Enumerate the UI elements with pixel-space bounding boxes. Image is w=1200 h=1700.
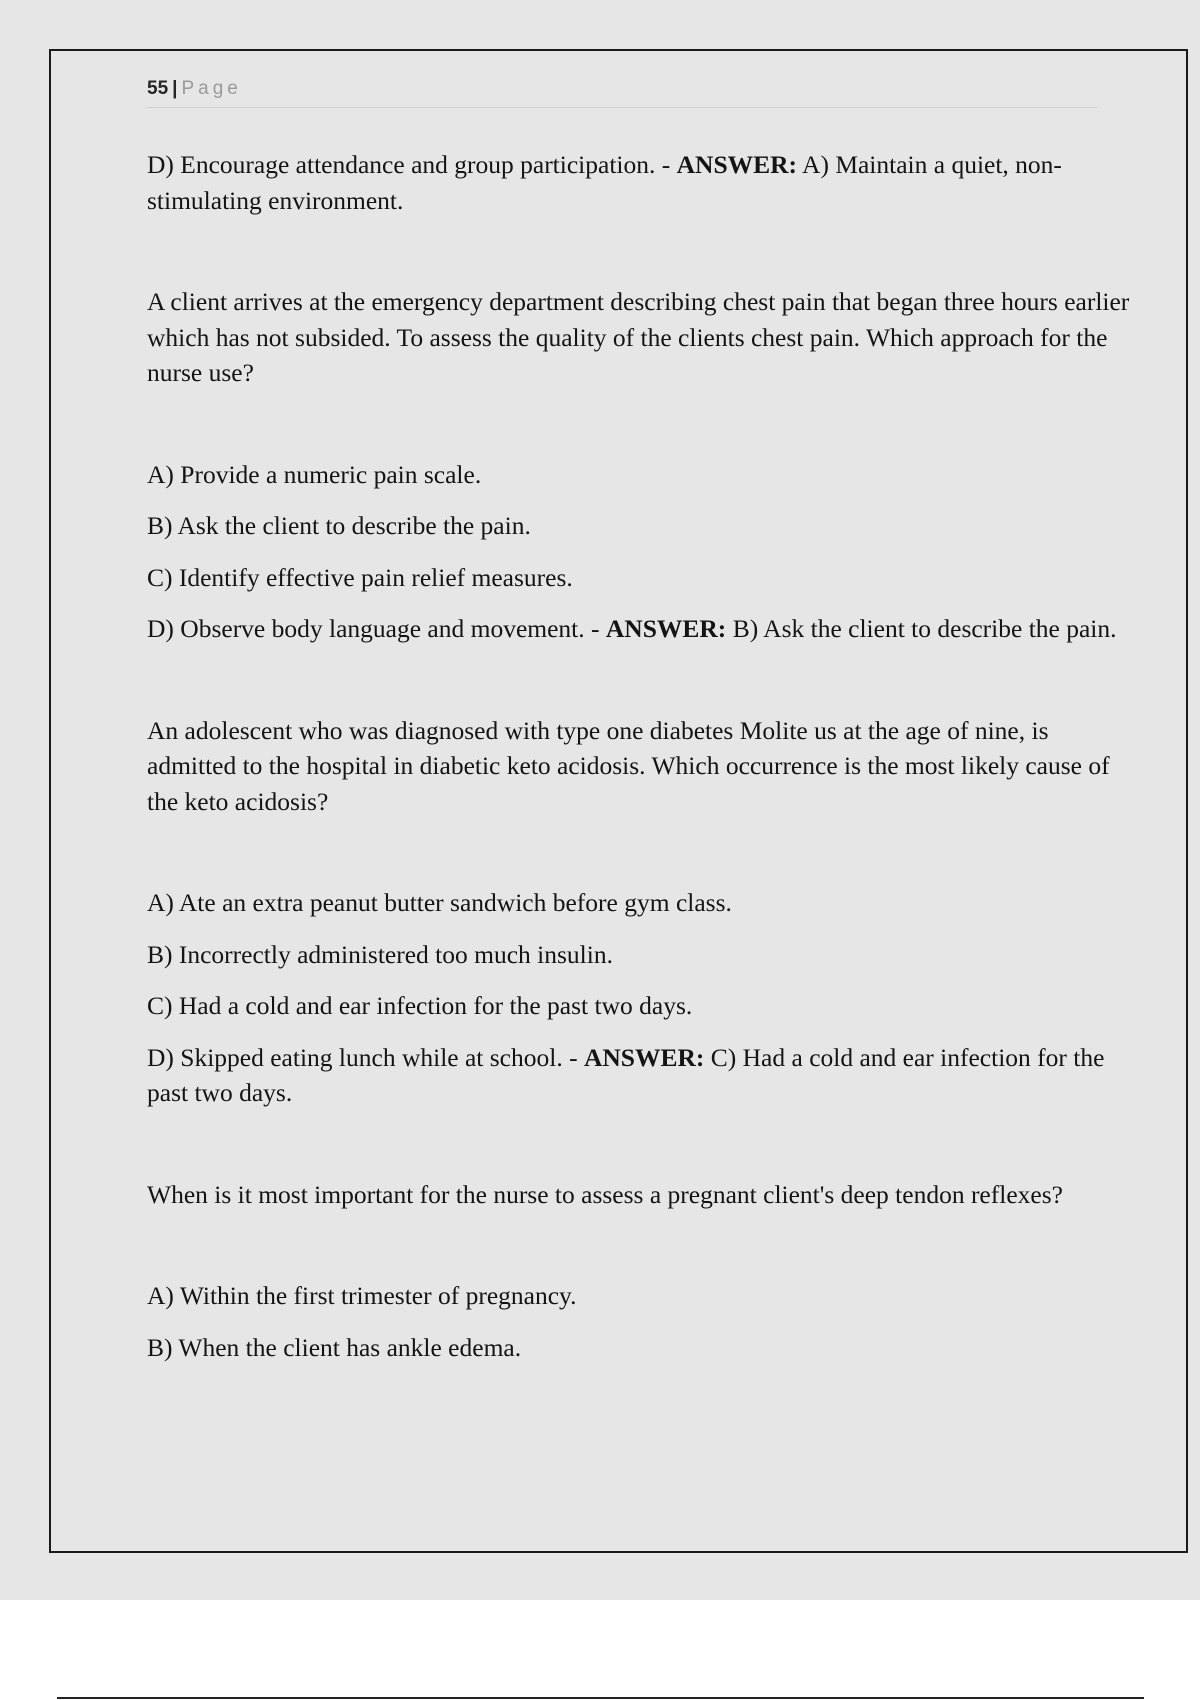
- page-separator: |: [172, 78, 178, 99]
- answer-option-with-answer: [147, 611, 1142, 647]
- intro-answer-paragraph: [147, 147, 1142, 218]
- answer-option: B) When the client has ankle edema.: [147, 1332, 522, 1362]
- answer-label: ANSWER:: [605, 614, 727, 643]
- answer-option: A) Ate an extra peanut butter sandwich before gym class.: [147, 888, 732, 917]
- answer-option: A) Provide a numeric pain scale.: [147, 459, 482, 489]
- question-stem: An adolescent who was diagnosed with type one diabetes Molite us at the age of nine, is admitted to the hospital in diabetic keto acidosis. Which occurrence is the most likely cause of the keto acidosis?: [147, 715, 1110, 816]
- document-body: [147, 147, 1142, 1365]
- answer-option-text: D) Skipped eating lunch while at school. -: [147, 1042, 584, 1072]
- intro-option-text: D) Encourage attendance and group participation. -: [147, 150, 677, 179]
- answer-text: C) Had a cold and ear infection for the past two days.: [147, 1042, 1105, 1107]
- answer-option: C) Identify effective pain relief measures.: [147, 562, 573, 592]
- question-stem: A client arrives at the emergency department describing chest pain that began three hours earlier which has not subsided. To assess the quality of the clients chest pain. Which approach for the nurse use?: [147, 287, 1130, 387]
- answer-option: B) Incorrectly administered too much insulin.: [147, 939, 613, 969]
- page-label: Page: [181, 78, 242, 99]
- answer-option: A) Within the first trimester of pregnancy.: [147, 1281, 577, 1310]
- answer-option: B) Ask the client to describe the pain.: [147, 511, 531, 540]
- answer-text: A) Maintain a quiet, non-stimulating environment.: [147, 150, 1062, 215]
- answer-option: C) Had a cold and ear infection for the past two days.: [147, 991, 693, 1020]
- answer-label: ANSWER:: [583, 1042, 705, 1072]
- answer-option-text: D) Observe body language and movement. -: [147, 614, 606, 643]
- document-page: [49, 49, 1188, 1553]
- question-stem: When is it most important for the nurse to assess a pregnant client's deep tendon reflexes?: [147, 1179, 1063, 1209]
- bottom-divider: [57, 1697, 1144, 1699]
- page-header: [147, 75, 1097, 108]
- page-number: 55: [147, 78, 169, 99]
- answer-text: B) Ask the client to describe the pain.: [726, 614, 1117, 643]
- answer-option-with-answer: [147, 1040, 1142, 1111]
- answer-label: ANSWER:: [676, 150, 798, 179]
